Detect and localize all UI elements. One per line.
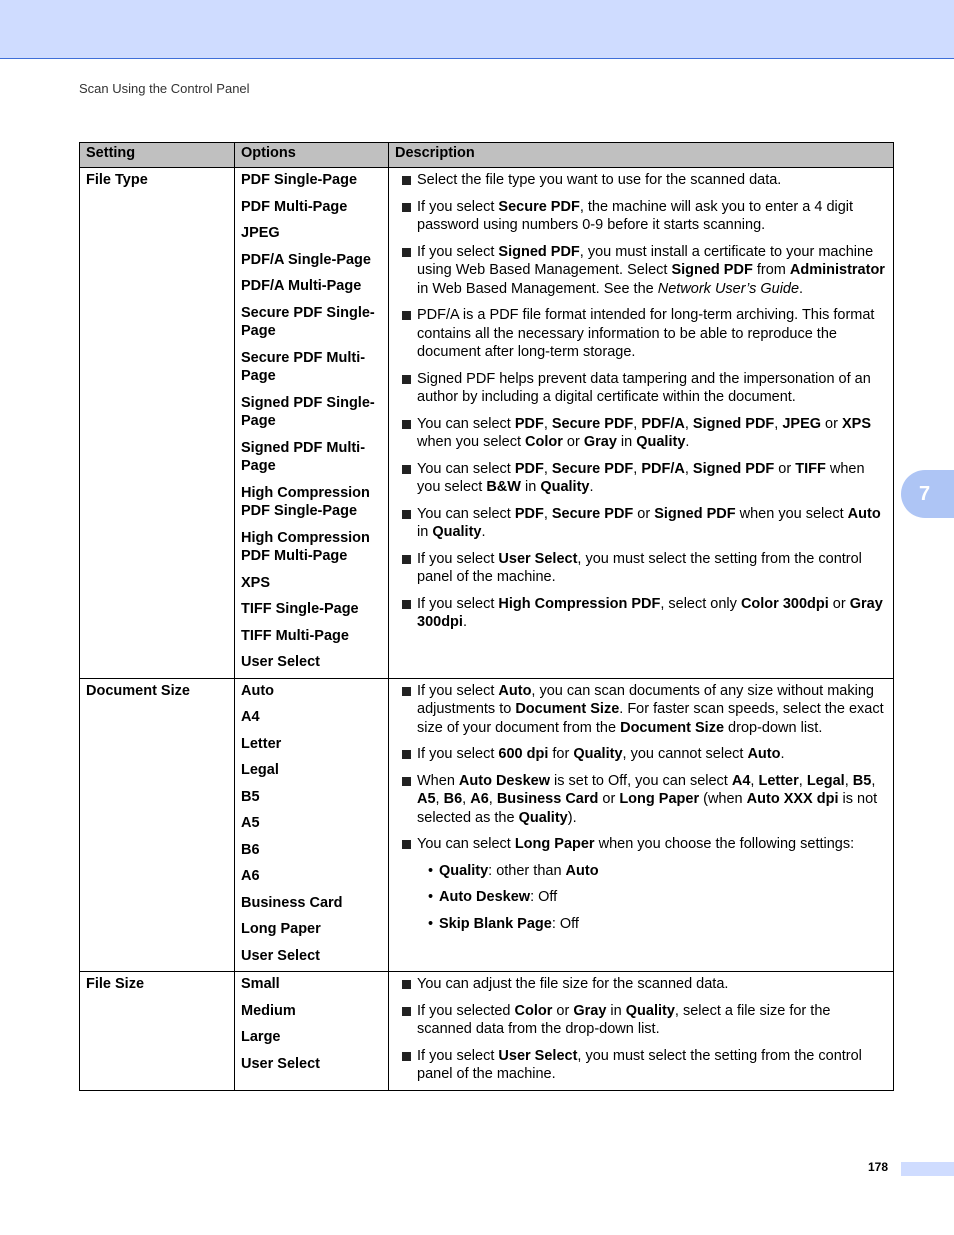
text-run: If you select [417, 595, 499, 612]
description-item [395, 306, 887, 362]
text-run: User Select [498, 1047, 578, 1064]
column-header-setting: Setting [80, 143, 235, 168]
text-run: , you cannot select [622, 746, 748, 762]
text-run: You can select [417, 505, 515, 522]
text-run: Gray 300dpi [417, 595, 883, 630]
breadcrumb: Scan Using the Control Panel [79, 81, 250, 96]
square-bullet-icon [402, 375, 411, 384]
text-run: You can select [417, 836, 515, 852]
table-header-row [80, 143, 894, 168]
table-row [80, 678, 894, 972]
text-run: Auto XXX dpi [746, 791, 839, 807]
sub-item [395, 888, 887, 907]
text-run: , [684, 460, 693, 477]
text-run: Gray [583, 434, 617, 450]
text-run: 600 dpi [498, 746, 549, 762]
dot-bullet-icon: • [428, 862, 434, 879]
text-run: Signed PDF [498, 243, 580, 260]
text-run: , you must select the setting from the control panel of the machine. [417, 1047, 862, 1082]
text-run: , you must install a certificate to your machine using Web Based Management. Select [417, 243, 874, 278]
text-run: , you can scan documents of any size without making adjustments to [417, 682, 874, 717]
description-item [395, 1002, 887, 1039]
text-run: , select a file size for the scanned data from the drop-down list. [417, 1002, 831, 1037]
text-run: in Web Based Management. See the [417, 280, 658, 297]
description-cell [389, 678, 894, 972]
text-run: or [828, 595, 850, 612]
text-run: Signed PDF [654, 505, 736, 522]
text-run: , [543, 415, 552, 432]
text-run: When [417, 772, 459, 789]
text-run: XPS [841, 415, 871, 432]
text-run: Auto [747, 746, 781, 762]
text-run: A6 [470, 791, 489, 807]
description-item [395, 975, 887, 994]
text-run: Auto [847, 505, 881, 522]
text-run: Quality [636, 434, 686, 450]
option-item: PDF/A Single-Page [241, 251, 371, 268]
option-item: JPEG [241, 225, 280, 241]
option-item: Long Paper [241, 921, 321, 937]
text-run: Skip Blank Page [439, 915, 552, 932]
text-run: in [606, 1002, 626, 1019]
text-run: JPEG [782, 415, 822, 432]
options-cell [235, 972, 389, 1091]
dot-bullet-icon: • [428, 889, 434, 905]
option-item: TIFF Multi-Page [241, 627, 349, 644]
option-item: Medium [241, 1002, 296, 1019]
option-item: TIFF Single-Page [241, 601, 359, 617]
square-bullet-icon [402, 840, 411, 849]
text-run: , select only [660, 595, 741, 612]
option-item: XPS [241, 574, 271, 591]
text-run: or [633, 505, 655, 522]
option-item: B6 [241, 841, 260, 858]
option-item: Legal [241, 762, 279, 778]
setting-cell [80, 678, 235, 972]
text-run: Quality [540, 479, 590, 495]
description-item [395, 198, 887, 235]
text-run: You can select [417, 460, 515, 477]
option-item: PDF Single-Page [241, 172, 358, 188]
text-run: or [821, 415, 842, 432]
text-run: when you select [417, 460, 865, 495]
option-item: Letter [241, 735, 282, 752]
text-run: from [752, 262, 790, 278]
square-bullet-icon [402, 600, 411, 609]
text-run: Color [514, 1002, 553, 1019]
description-item [395, 505, 887, 542]
text-run: PDF [514, 460, 544, 477]
text-run: or [774, 460, 796, 477]
square-bullet-icon [402, 203, 411, 212]
text-run: You can adjust the file size for the scanned data. [417, 976, 729, 992]
description-item [395, 772, 887, 828]
text-run: . [481, 524, 486, 540]
text-run: Signed PDF [692, 460, 775, 477]
text-run: Auto Deskew [458, 772, 550, 789]
text-run: User Select [498, 550, 578, 567]
option-item: B5 [241, 788, 260, 805]
option-item: Signed PDF Single-Page [241, 394, 375, 429]
text-run: , [633, 460, 642, 477]
sub-item [395, 915, 887, 934]
description-item [395, 460, 887, 497]
sub-item [395, 862, 887, 881]
dot-bullet-icon: • [428, 915, 434, 932]
text-run: . [799, 280, 804, 297]
text-run: , you must select the setting from the control panel of the machine. [417, 550, 862, 585]
text-run: Document Size [515, 701, 620, 717]
square-bullet-icon [402, 248, 411, 257]
text-run: If you select [417, 550, 499, 567]
text-run: Secure PDF [551, 415, 634, 432]
text-run: , [871, 772, 876, 789]
text-run: in [616, 434, 637, 450]
square-bullet-icon [402, 465, 411, 474]
column-header-options: Options [235, 143, 389, 168]
text-run: Administrator [789, 262, 885, 278]
text-run: Auto [498, 682, 532, 699]
text-run: Select the file type you want to use for the scanned data. [417, 172, 782, 188]
column-header-description: Description [389, 143, 894, 168]
table-row [80, 972, 894, 1091]
description-cell [389, 168, 894, 679]
option-item: Signed PDF Multi-Page [241, 439, 366, 474]
description-item [395, 550, 887, 587]
setting-name: File Size [86, 976, 145, 992]
setting-name: File Type [86, 172, 148, 188]
text-run: in [520, 479, 541, 495]
text-run: . [685, 434, 690, 450]
text-run: Secure PDF [498, 198, 580, 215]
option-item: Auto [241, 682, 275, 699]
text-run: . [780, 746, 785, 762]
text-run: If you select [417, 243, 499, 260]
text-run: or [598, 791, 620, 807]
text-run: , [750, 772, 759, 789]
text-run: when you select [417, 434, 526, 450]
text-run: , [844, 772, 853, 789]
option-item: A5 [241, 815, 260, 831]
table-row [80, 168, 894, 679]
text-run: Letter [758, 772, 799, 789]
option-item: Large [241, 1029, 281, 1045]
text-run: PDF/A [641, 415, 685, 432]
text-run: PDF/A [641, 460, 685, 477]
text-run: , [543, 460, 552, 477]
description-item [395, 1047, 887, 1084]
text-run: You can select [417, 415, 515, 432]
options-cell [235, 678, 389, 972]
square-bullet-icon [402, 420, 411, 429]
text-run: If you select [417, 198, 499, 215]
text-run: (when [699, 791, 747, 807]
text-run: , the machine will ask you to enter a 4 digit password using numbers 0-9 before it starts scanning. [417, 198, 854, 233]
text-run: Legal [806, 772, 845, 789]
square-bullet-icon [402, 176, 411, 185]
text-run: Gray [573, 1002, 607, 1019]
text-run: Color [525, 434, 563, 450]
text-run: Network User’s Guide [657, 280, 800, 297]
text-run: . [589, 479, 594, 495]
text-run: If you select [417, 682, 499, 699]
square-bullet-icon [402, 687, 411, 696]
option-item: User Select [241, 654, 320, 670]
text-run: : other than [488, 862, 566, 879]
text-run: in [417, 524, 433, 540]
setting-name: Document Size [86, 682, 190, 699]
text-run: , [462, 791, 471, 807]
page-number: 178 [868, 1160, 889, 1174]
description-item [395, 370, 887, 407]
setting-cell [80, 168, 235, 679]
text-run: B5 [852, 772, 872, 789]
description-item [395, 745, 887, 764]
text-run: ). [567, 809, 577, 826]
text-run: Auto [565, 862, 599, 879]
option-item: User Select [241, 947, 320, 964]
text-run: when you select [735, 505, 848, 522]
text-run: A4 [731, 772, 751, 789]
text-run: Quality [432, 524, 482, 540]
footer-bar [901, 1162, 954, 1176]
text-run: : Off [551, 915, 579, 932]
text-run: Auto Deskew [439, 889, 531, 905]
text-run: , [543, 505, 552, 522]
description-item [395, 415, 887, 452]
text-run: B&W [486, 479, 521, 495]
text-run: Quality [573, 746, 623, 762]
square-bullet-icon [402, 750, 411, 759]
text-run: If you selected [417, 1002, 515, 1019]
option-item: High Compression PDF Single-Page [241, 484, 370, 519]
option-item: Secure PDF Single-Page [241, 304, 375, 339]
options-cell [235, 168, 389, 679]
square-bullet-icon [402, 510, 411, 519]
text-run: A5 [417, 791, 436, 807]
settings-table [79, 142, 894, 1091]
description-item [395, 243, 887, 299]
text-run: PDF [514, 415, 544, 432]
text-run: Long Paper [619, 791, 700, 807]
square-bullet-icon [402, 777, 411, 786]
option-item: User Select [241, 1055, 320, 1072]
text-run: is not selected as the [417, 791, 878, 826]
text-run: drop-down list. [724, 719, 823, 736]
square-bullet-icon [402, 311, 411, 320]
text-run: , [684, 415, 693, 432]
text-run: . [462, 614, 467, 630]
description-item [395, 682, 887, 738]
option-item: A6 [241, 868, 260, 884]
text-run: . For faster scan speeds, select the exact size of your document from the [417, 701, 884, 736]
header-band [0, 0, 954, 59]
text-run: High Compression PDF [498, 595, 661, 612]
text-run: PDF/A is a PDF file format intended for long-term archiving. This format contains all the necessary information to be able to reproduce the document after long-term storage. [417, 307, 875, 360]
option-item: Secure PDF Multi-Page [241, 349, 366, 384]
description-item [395, 835, 887, 854]
text-run: Secure PDF [551, 460, 634, 477]
text-run: , [488, 791, 497, 807]
option-item: PDF/A Multi-Page [241, 278, 362, 294]
description-cell [389, 972, 894, 1091]
text-run: Long Paper [514, 836, 595, 852]
option-item: PDF Multi-Page [241, 198, 348, 215]
text-run: is set to Off, you can select [549, 772, 732, 789]
option-item: High Compression PDF Multi-Page [241, 529, 370, 564]
setting-cell [80, 972, 235, 1091]
chapter-tab: 7 [901, 470, 954, 518]
text-run: Secure PDF [551, 505, 634, 522]
text-run: : Off [530, 889, 558, 905]
square-bullet-icon [402, 1007, 411, 1016]
square-bullet-icon [402, 1052, 411, 1061]
text-run: , [798, 772, 807, 789]
text-run: or [562, 434, 584, 450]
text-run: Signed PDF helps prevent data tampering and the impersonation of an author by including a digital certificate within the document. [417, 370, 871, 405]
square-bullet-icon [402, 555, 411, 564]
description-item [395, 171, 887, 190]
text-run: , [435, 791, 444, 807]
text-run: Color 300dpi [740, 595, 829, 612]
text-run: If you select [417, 746, 499, 762]
option-item: A4 [241, 709, 260, 725]
text-run: or [552, 1002, 574, 1019]
text-run: Quality [625, 1002, 675, 1019]
text-run: Quality [518, 809, 568, 826]
description-item [395, 595, 887, 632]
text-run: Document Size [620, 719, 725, 736]
text-run: PDF [514, 505, 544, 522]
text-run: If you select [417, 1047, 499, 1064]
text-run: Quality [439, 862, 489, 879]
text-run: Signed PDF [692, 415, 775, 432]
text-run: TIFF [795, 460, 826, 477]
text-run: , [774, 415, 783, 432]
text-run: when you choose the following settings: [594, 836, 855, 852]
square-bullet-icon [402, 980, 411, 989]
option-item: Small [241, 976, 280, 992]
text-run: Business Card [496, 791, 599, 807]
option-item: Business Card [241, 894, 343, 911]
text-run: for [548, 746, 574, 762]
text-run: B6 [443, 791, 463, 807]
text-run: Signed PDF [671, 262, 753, 278]
text-run: , [633, 415, 642, 432]
